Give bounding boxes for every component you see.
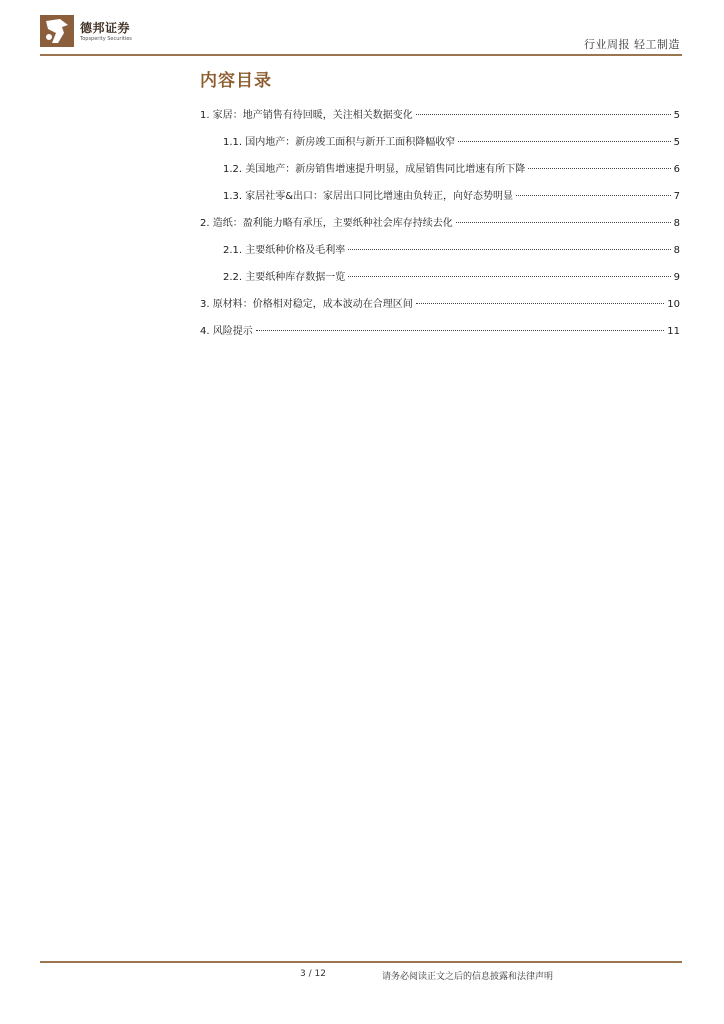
logo-name: 德邦证券 — [80, 21, 131, 35]
toc-entry[interactable] — [223, 268, 680, 284]
toc-entry-page: 8 — [673, 218, 680, 229]
toc-leader-dots — [416, 303, 665, 304]
toc-entry-title: 4. 风险提示 — [200, 326, 253, 337]
toc-entry[interactable] — [200, 295, 680, 311]
toc-heading: 内容目录 — [200, 71, 272, 91]
toc-entry[interactable] — [200, 214, 680, 230]
toc-entry[interactable] — [223, 187, 680, 203]
toc-entry-page: 10 — [667, 299, 680, 310]
toc-leader-dots — [256, 330, 665, 331]
toc-entry-title: 2.2. 主要纸种库存数据一览 — [223, 272, 346, 283]
toc-entry-page: 11 — [667, 326, 680, 337]
toc-leader-dots — [528, 168, 670, 169]
toc-entry[interactable] — [200, 322, 680, 338]
toc-entry-title: 1.2. 美国地产：新房销售增速提升明显，成屋销售同比增速有所下降 — [223, 164, 526, 175]
toc-leader-dots — [516, 195, 671, 196]
toc-entry-title: 3. 原材料：价格相对稳定，成本波动在合理区间 — [200, 299, 413, 310]
header-divider — [40, 54, 682, 56]
toc-entry-page: 7 — [673, 191, 680, 202]
toc-entry-page: 8 — [673, 245, 680, 256]
toc-entry-title: 1.1. 国内地产：新房竣工面积与新开工面积降幅收窄 — [223, 137, 456, 148]
toc-leader-dots — [348, 249, 670, 250]
toc-entry-page: 5 — [673, 137, 680, 148]
logo-subtitle: Topsperity Securities — [80, 36, 132, 42]
toc-entry[interactable] — [223, 160, 680, 176]
toc-leader-dots — [416, 114, 671, 115]
toc-entry-title: 2.1. 主要纸种价格及毛利率 — [223, 245, 346, 256]
report-type: 行业周报 轻工制造 — [584, 38, 680, 51]
company-logo — [40, 15, 160, 51]
footer-divider — [40, 961, 682, 963]
toc-entry[interactable] — [200, 106, 680, 122]
toc-leader-dots — [458, 141, 670, 142]
toc-entry-title: 2. 造纸：盈利能力略有承压，主要纸种社会库存持续去化 — [200, 218, 453, 229]
toc-entry-page: 5 — [673, 110, 680, 121]
legal-disclaimer: 请务必阅读正文之后的信息披露和法律声明 — [382, 972, 554, 982]
toc-entry-page: 9 — [673, 272, 680, 283]
toc-entry-title: 1. 家居：地产销售有待回暖，关注相关数据变化 — [200, 110, 413, 121]
toc-leader-dots — [456, 222, 671, 223]
page-number: 3 / 12 — [300, 969, 326, 979]
toc-entry[interactable] — [223, 241, 680, 257]
toc-entry-title: 1.3. 家居社零&出口：家居出口同比增速由负转正，向好态势明显 — [223, 191, 514, 202]
toc-leader-dots — [348, 276, 670, 277]
toc-entry-page: 6 — [673, 164, 680, 175]
logo-mark-icon — [40, 15, 74, 47]
toc-entry[interactable] — [223, 133, 680, 149]
